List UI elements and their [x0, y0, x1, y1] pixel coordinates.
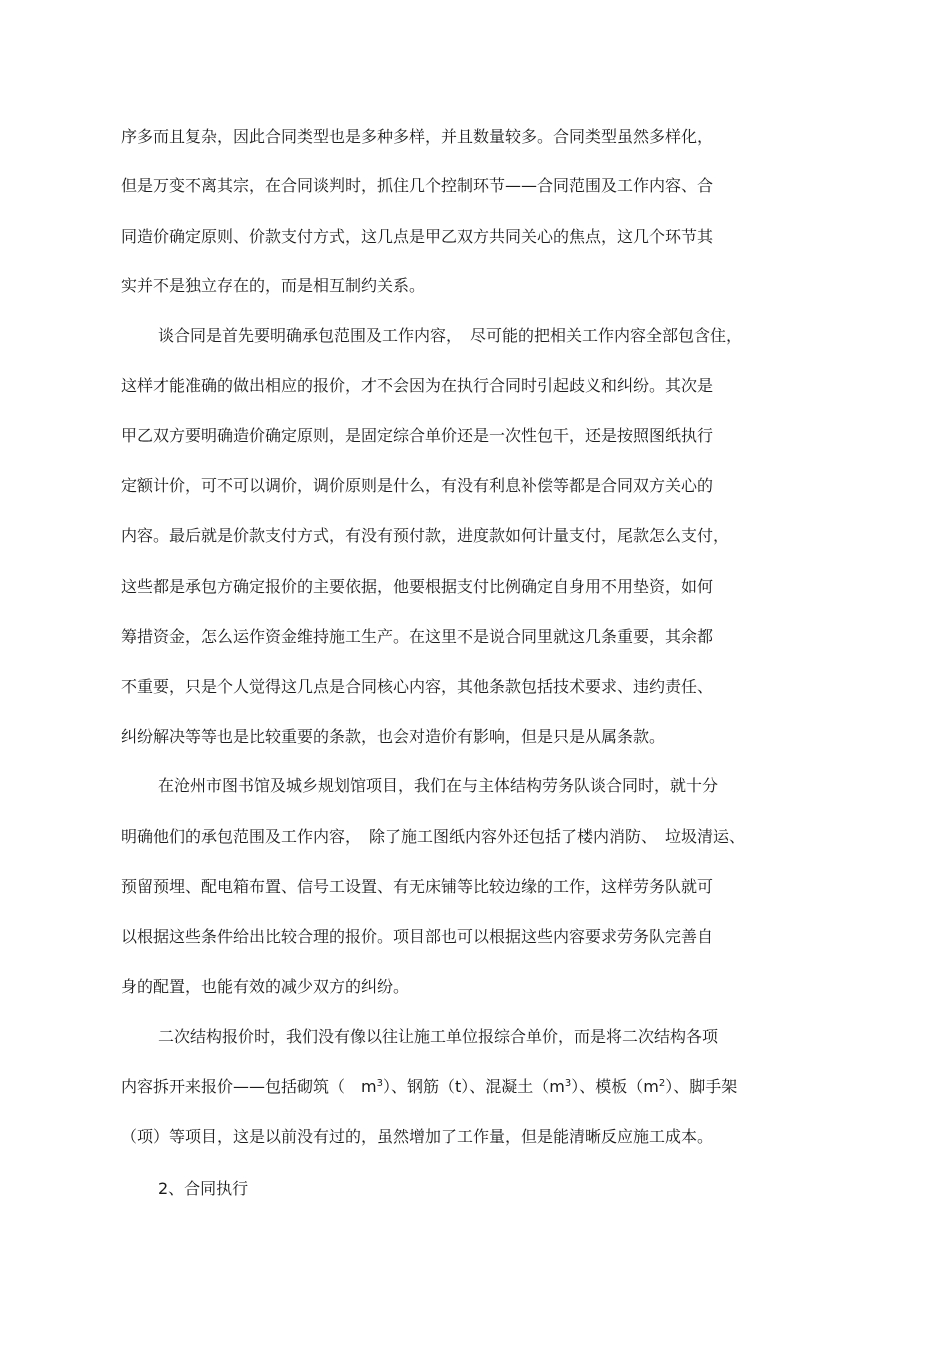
- paragraph-line: 但是万变不离其宗，在合同谈判时，抓住几个控制环节——合同范围及工作内容、合: [121, 176, 714, 195]
- paragraph-line: 这样才能准确的做出相应的报价，才不会因为在执行合同时引起歧义和纠纷。其次是: [121, 376, 714, 395]
- section-heading: 2、合同执行: [158, 1179, 249, 1198]
- paragraph-line: 内容。最后就是价款支付方式，有没有预付款，进度款如何计量支付，尾款怎么支付，: [121, 526, 730, 545]
- paragraph-line: 序多而且复杂，因此合同类型也是多种多样，并且数量较多。合同类型虽然多样化，: [121, 127, 714, 146]
- paragraph-line: 定额计价，可不可以调价，调价原则是什么，有没有利息补偿等都是合同双方关心的: [121, 476, 714, 495]
- unit-superscript: 2: [658, 1078, 666, 1089]
- paragraph-line: 身的配置，也能有效的减少双方的纠纷。: [121, 977, 410, 996]
- unit-superscript: 3: [376, 1078, 383, 1089]
- paragraph-line: 不重要，只是个人觉得这几点是合同核心内容，其他条款包括技术要求、违约责任、: [121, 677, 714, 696]
- units-prefix: 内容拆开来报价——包括砌筑（ m: [121, 1077, 377, 1096]
- paragraph-line: 筹措资金，怎么运作资金维持施工生产。在这里不是说合同里就这几条重要，其余都: [121, 627, 714, 646]
- units-mid: ）、模板（m: [571, 1077, 659, 1096]
- paragraph-line: 在沧州市图书馆及城乡规划馆项目，我们在与主体结构劳务队谈合同时，就十分: [158, 776, 719, 795]
- paragraph-line-units: [121, 1076, 737, 1098]
- paragraph-line: （项）等项目，这是以前没有过的，虽然增加了工作量，但是能清晰反应施工成本。: [121, 1127, 714, 1146]
- paragraph-line: 明确他们的承包范围及工作内容， 除了施工图纸内容外还包括了楼内消防、 垃圾清运、: [121, 827, 746, 846]
- paragraph-line: 同造价确定原则、价款支付方式，这几点是甲乙双方共同关心的焦点，这几个环节其: [121, 227, 714, 246]
- paragraph-line: 预留预埋、配电箱布置、信号工设置、有无床铺等比较边缘的工作，这样劳务队就可: [121, 877, 714, 896]
- paragraph-line: 纠纷解决等等也是比较重要的条款，也会对造价有影响，但是只是从属条款。: [121, 727, 666, 746]
- paragraph-line: 这些都是承包方确定报价的主要依据，他要根据支付比例确定自身用不用垫资，如何: [121, 577, 714, 596]
- paragraph-line: 甲乙双方要明确造价确定原则，是固定综合单价还是一次性包干，还是按照图纸执行: [121, 426, 714, 445]
- paragraph-line: 以根据这些条件给出比较合理的报价。项目部也可以根据这些内容要求劳务队完善自: [121, 927, 714, 946]
- unit-superscript: 3: [564, 1078, 572, 1089]
- paragraph-line: 实并不是独立存在的，而是相互制约关系。: [121, 276, 426, 295]
- paragraph-line: 谈合同是首先要明确承包范围及工作内容， 尽可能的把相关工作内容全部包含住，: [158, 326, 743, 345]
- units-mid: ）、钢筋（t）、混凝土（m: [382, 1077, 565, 1096]
- paragraph-line: 二次结构报价时，我们没有像以往让施工单位报综合单价，而是将二次结构各项: [158, 1027, 719, 1046]
- units-suffix: ）、脚手架: [665, 1077, 738, 1096]
